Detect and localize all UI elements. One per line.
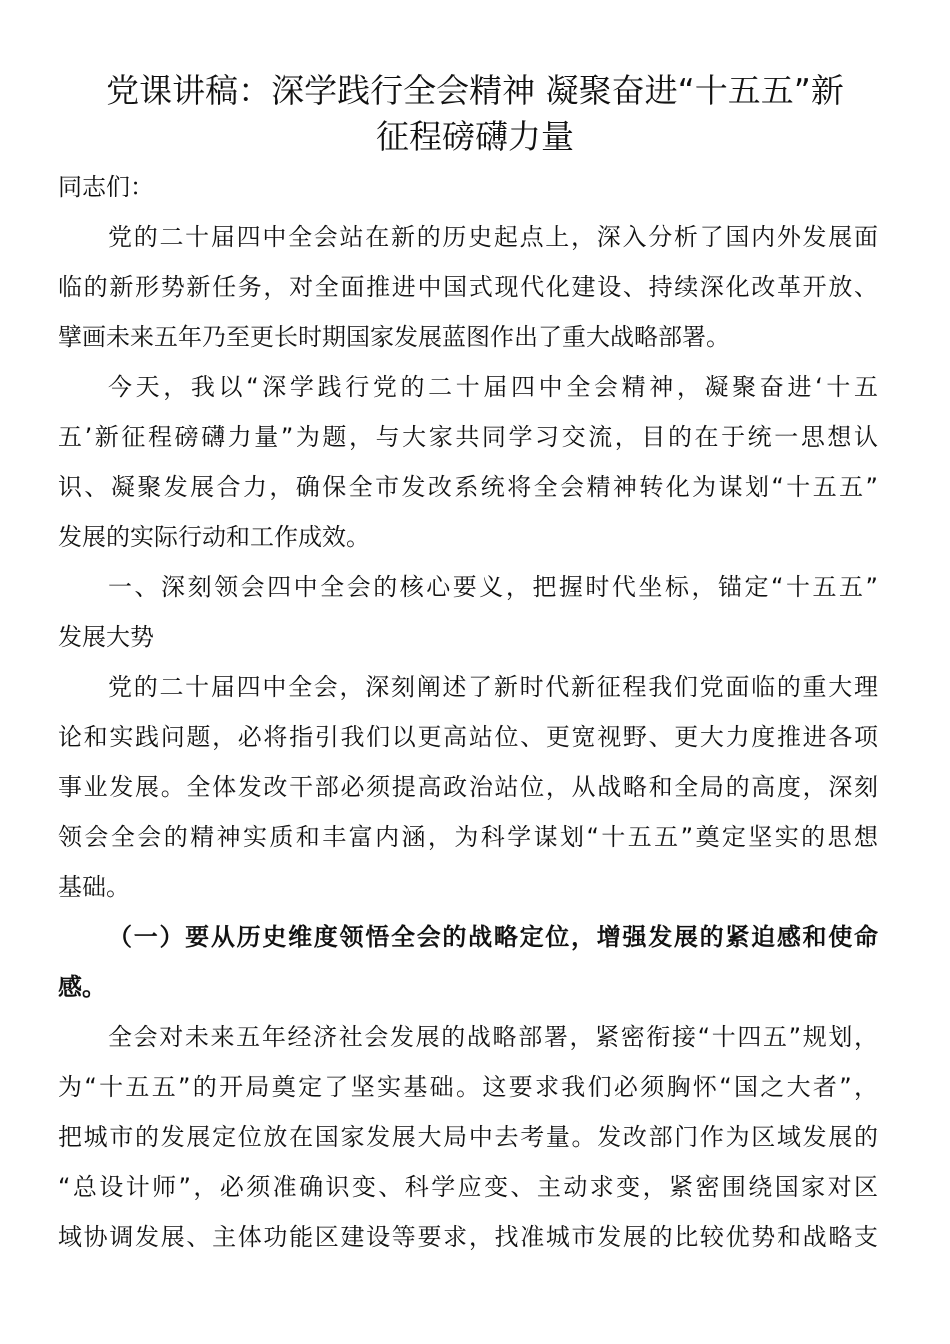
paragraph-line: 五’新征程磅礴力量”为题，与大家共同学习交流，目的在于统一思想认 <box>58 423 878 451</box>
paragraph <box>58 212 878 362</box>
document-body <box>58 162 878 1262</box>
paragraph-line: 感。 <box>58 973 106 1001</box>
paragraph-line: 擘画未来五年乃至更长时期国家发展蓝图作出了重大战略部署。 <box>58 323 730 351</box>
paragraph-line: 基础。 <box>58 873 130 901</box>
paragraph <box>58 1012 878 1262</box>
paragraph-line: 临的新形势新任务，对全面推进中国式现代化建设、持续深化改革开放、 <box>58 273 878 301</box>
title-line: 党课讲稿：深学践行全会精神 凝聚奋进“十五五”新 <box>106 71 844 110</box>
paragraph-line: “总设计师”，必须准确识变、科学应变、主动求变，紧密围绕国家对区 <box>58 1173 878 1201</box>
paragraph-line: 论和实践问题，必将指引我们以更高站位、更宽视野、更大力度推进各项 <box>58 723 878 751</box>
paragraph-line: 为“十五五”的开局奠定了坚实基础。这要求我们必须胸怀“国之大者”， <box>58 1073 878 1101</box>
paragraph-line: 识、凝聚发展合力，确保全市发改系统将全会精神转化为谋划“十五五” <box>58 473 878 501</box>
paragraphs <box>58 212 878 1262</box>
paragraph-line: 域协调发展、主体功能区建设等要求，找准城市发展的比较优势和战略支 <box>58 1223 878 1251</box>
paragraph-line: 全会对未来五年经济社会发展的战略部署，紧密衔接“十四五”规划， <box>108 1023 878 1051</box>
salutation: 同志们： <box>58 173 154 201</box>
paragraph-line: 党的二十届四中全会，深刻阐述了新时代新征程我们党面临的重大理 <box>108 673 878 701</box>
paragraph-line: 一、深刻领会四中全会的核心要义，把握时代坐标，锚定“十五五” <box>108 573 878 601</box>
paragraph-line: 今天，我以“深学践行党的二十届四中全会精神，凝聚奋进‘十五 <box>108 373 878 401</box>
paragraph-line: 发展的实际行动和工作成效。 <box>58 523 370 551</box>
paragraph <box>58 562 878 662</box>
document-title <box>40 68 910 160</box>
paragraph-line: 把城市的发展定位放在国家发展大局中去考量。发改部门作为区域发展的 <box>58 1123 878 1151</box>
paragraph-line: （一）要从历史维度领悟全会的战略定位，增强发展的紧迫感和使命 <box>108 923 878 951</box>
paragraph-line: 事业发展。全体发改干部必须提高政治站位，从战略和全局的高度，深刻 <box>58 773 878 801</box>
section-heading <box>58 912 878 1012</box>
paragraph-line: 党的二十届四中全会站在新的历史起点上，深入分析了国内外发展面 <box>108 223 878 251</box>
paragraph <box>58 662 878 912</box>
title-line: 征程磅礴力量 <box>376 117 574 156</box>
paragraph-line: 发展大势 <box>58 623 154 651</box>
paragraph <box>58 362 878 562</box>
paragraph-line: 领会全会的精神实质和丰富内涵，为科学谋划“十五五”奠定坚实的思想 <box>58 823 878 851</box>
